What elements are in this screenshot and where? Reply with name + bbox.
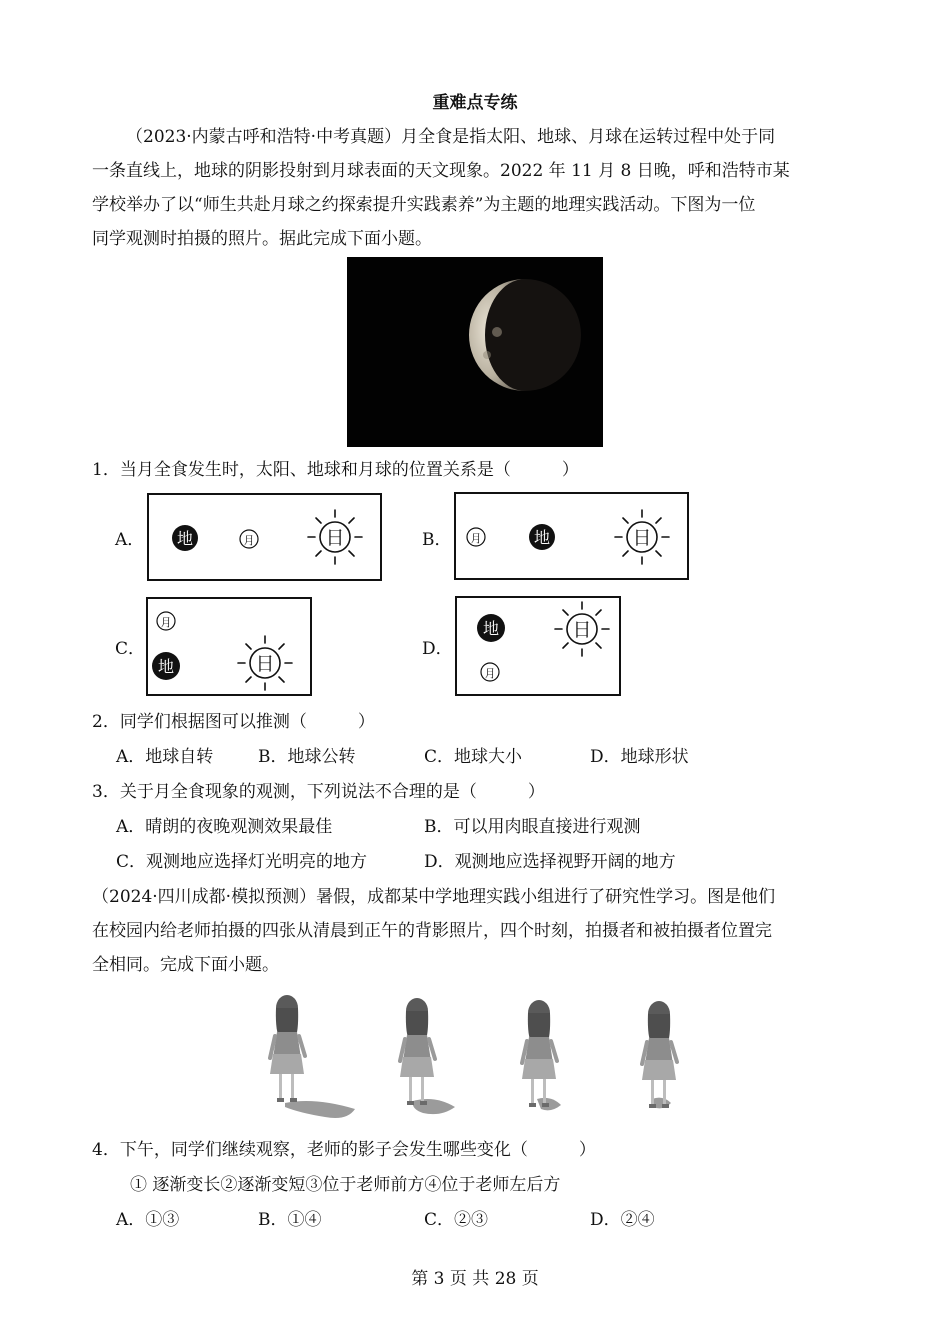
q1-option-b-diagram[interactable] (454, 492, 689, 580)
q1-option-a-diagram[interactable] (147, 493, 382, 581)
q4-option-c[interactable]: C．②③ (424, 1210, 489, 1230)
q3-option-a[interactable]: A．晴朗的夜晚观测效果最佳 (116, 817, 333, 837)
q4-option-a[interactable]: A．①③ (116, 1210, 180, 1230)
question-1-stem: 1．当月全食发生时，太阳、地球和月球的位置关系是（ ） (92, 460, 579, 480)
passage-1-line: 一条直线上，地球的阴影投射到月球表面的天文现象。2022 年 11 月 8 日晚，呼和浩特市某 (92, 161, 790, 181)
page-footer: 第 3 页 共 28 页 (411, 1269, 539, 1289)
earth-label: 地 (176, 529, 194, 548)
earth-label: 地 (157, 657, 175, 676)
q3-option-b[interactable]: B．可以用肉眼直接进行观测 (424, 817, 641, 837)
passage-1-line: 学校举办了以“师生共赴月球之约探索提升实践素养”为主题的地理实践活动。下图为一位 (92, 195, 756, 215)
q2-option-a[interactable]: A．地球自转 (116, 747, 214, 767)
q1-option-d-label[interactable]: D． (422, 639, 453, 659)
question-3-stem: 3．关于月全食现象的观测，下列说法不合理的是（ ） (92, 782, 545, 802)
passage-1 (92, 120, 862, 256)
q4-statements: ① 逐渐变长②逐渐变短③位于老师前方④位于老师左后方 (130, 1175, 561, 1195)
sun-label: 日 (572, 619, 592, 641)
teacher-figure-2 (400, 998, 435, 1105)
q1-option-c-label[interactable]: C． (115, 639, 146, 659)
q3-option-c[interactable]: C．观测地应选择灯光明亮的地方 (116, 852, 368, 872)
question-2-stem: 2．同学们根据图可以推测（ ） (92, 712, 375, 732)
earth-label: 地 (482, 619, 500, 638)
passage-1-line: （2023·内蒙古呼和浩特·中考真题）月全食是指太阳、地球、月球在运转过程中处于同 (126, 127, 776, 147)
moon-label: 月 (484, 667, 496, 680)
passage-2-line: （2024·四川成都·模拟预测）暑假，成都某中学地理实践小组进行了研究性学习。图是他们 (92, 887, 776, 907)
q2-option-d[interactable]: D．地球形状 (590, 747, 689, 767)
question-4-stem: 4．下午，同学们继续观察，老师的影子会发生哪些变化（ ） (92, 1140, 596, 1160)
q1-option-a-label[interactable]: A． (115, 530, 145, 550)
teacher-figure-1 (270, 995, 305, 1102)
q1-option-d-diagram[interactable] (455, 596, 621, 696)
sun-label: 日 (255, 653, 275, 675)
sun-label: 日 (632, 527, 652, 549)
q1-option-b-label[interactable]: B． (422, 530, 452, 550)
page-title: 重难点专练 (432, 93, 518, 113)
shadow-2 (413, 1099, 455, 1114)
teacher-shadow-photos (255, 985, 695, 1125)
earth-label: 地 (533, 528, 551, 547)
shadow-1 (285, 1101, 355, 1118)
q2-option-b[interactable]: B．地球公转 (258, 747, 356, 767)
lunar-eclipse-photo (347, 257, 603, 447)
moon-label: 月 (160, 616, 172, 629)
passage-2-line: 全相同。完成下面小题。 (92, 955, 279, 975)
teacher-figure-3 (522, 1000, 557, 1107)
passage-2-line: 在校园内给老师拍摄的四张从清晨到正午的背影照片，四个时刻，拍摄者和被拍摄者位置完 (92, 921, 772, 941)
moon-label: 月 (243, 534, 255, 547)
teacher-figure-4 (642, 1001, 677, 1108)
q4-option-b[interactable]: B．①④ (258, 1210, 322, 1230)
sun-label: 日 (325, 527, 345, 549)
q2-option-c[interactable]: C．地球大小 (424, 747, 523, 767)
passage-2 (92, 880, 862, 982)
q1-option-c-diagram[interactable] (146, 597, 312, 696)
q4-option-d[interactable]: D．②④ (590, 1210, 655, 1230)
passage-1-line: 同学观测时拍摄的照片。据此完成下面小题。 (92, 229, 432, 249)
q3-option-d[interactable]: D．观测地应选择视野开阔的地方 (424, 852, 676, 872)
moon-label: 月 (470, 532, 482, 545)
